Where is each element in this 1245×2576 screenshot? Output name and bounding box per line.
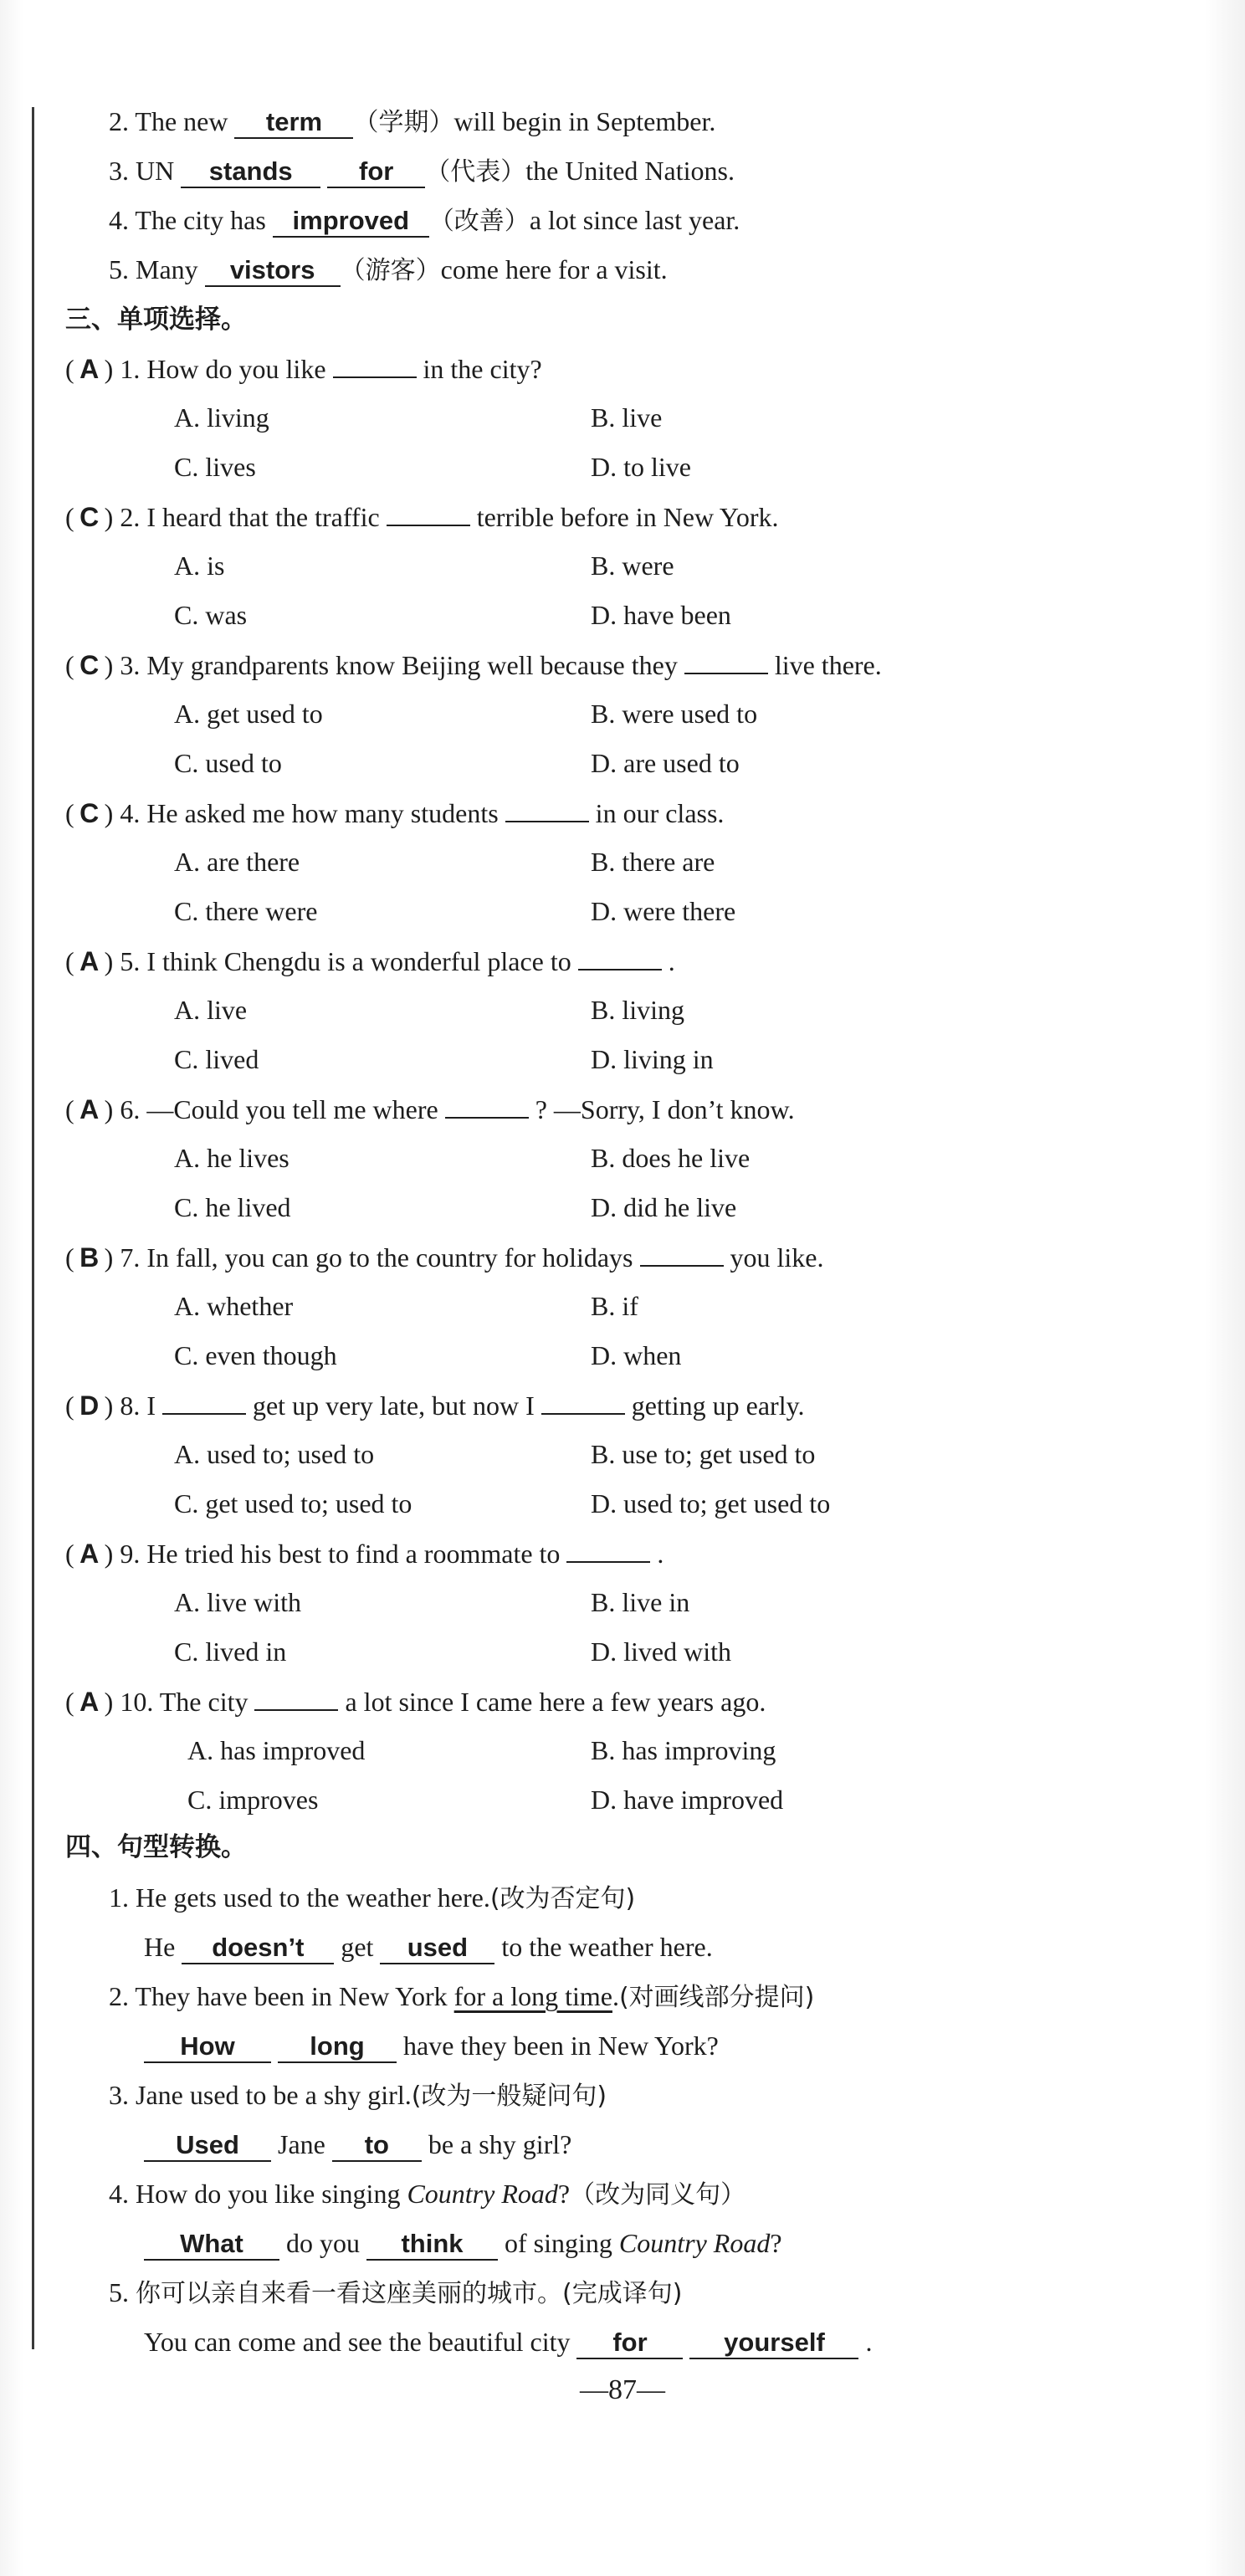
- mc-answer: C: [79, 798, 100, 828]
- mc-option-b: B. live in: [591, 1587, 690, 1617]
- mc-option-c: C. lived: [174, 1044, 259, 1074]
- transform-q1-answer: He doesn’t get used to the weather here.: [144, 1930, 713, 1964]
- section-title-multiple-choice: 三、单项选择。: [65, 305, 247, 335]
- vocab-item-4: 4. The city has improved （改善）a lot since last year.: [109, 205, 740, 236]
- mc-option-a: A. he lives: [174, 1143, 289, 1173]
- transform-q3: 3. Jane used to be a shy girl.(改为一般疑问句): [109, 2080, 607, 2111]
- mc-question-stem: ( A ) 1. How do you like in the city?: [65, 351, 542, 386]
- mc-option-d: D. to live: [591, 452, 691, 482]
- mc-option-d: D. have been: [591, 600, 731, 630]
- mc-option-c: C. used to: [174, 748, 282, 778]
- answer-blank: yourself: [689, 2328, 858, 2359]
- mc-option-a: A. live: [174, 995, 248, 1025]
- answer-blank: How: [144, 2031, 271, 2063]
- mc-question-stem: ( A ) 9. He tried his best to find a roommate to .: [65, 1536, 663, 1570]
- mc-option-c: C. there were: [174, 896, 318, 926]
- blank-line: [566, 1536, 650, 1563]
- blank-line: [684, 648, 768, 674]
- mc-option-b: B. if: [591, 1291, 638, 1321]
- mc-answer: A: [79, 354, 100, 384]
- mc-option-b: B. live: [591, 402, 663, 433]
- section-title-sentence-transform: 四、句型转换。: [65, 1832, 247, 1862]
- answer-blank: used: [380, 1933, 494, 1964]
- mc-option-c: C. improves: [187, 1785, 319, 1815]
- transform-q5: 5. 你可以亲自来看一看这座美丽的城市。(完成译句): [109, 2277, 683, 2308]
- mc-answer: A: [79, 1539, 100, 1569]
- mc-option-a: A. get used to: [174, 699, 323, 729]
- answer-blank: long: [278, 2031, 397, 2063]
- mc-option-b: B. use to; get used to: [591, 1439, 816, 1469]
- blank-line: [254, 1684, 338, 1711]
- blank-line: [445, 1092, 529, 1119]
- transform-q2: 2. They have been in New York for a long time.(对画线部分提问): [109, 1981, 815, 2012]
- transform-q5-answer: You can come and see the beautiful city for yourself .: [144, 2325, 872, 2359]
- vocab-item-2: 2. The new term （学期）will begin in September.: [109, 106, 716, 137]
- blank-line: [578, 944, 662, 970]
- mc-answer: A: [79, 1094, 100, 1124]
- mc-option-b: B. does he live: [591, 1143, 751, 1173]
- mc-option-a: A. has improved: [187, 1735, 366, 1765]
- answer-blank: for: [576, 2328, 683, 2359]
- mc-option-b: B. has improving: [591, 1735, 776, 1765]
- mc-option-d: D. when: [591, 1340, 682, 1370]
- answer-blank: vistors: [205, 255, 341, 287]
- mc-option-a: A. is: [174, 551, 225, 581]
- mc-answer: C: [79, 502, 100, 532]
- mc-answer: A: [79, 946, 100, 976]
- mc-answer: D: [79, 1390, 100, 1421]
- page-number: —87—: [580, 2374, 665, 2405]
- answer-blank: improved: [273, 206, 429, 238]
- vocab-item-3: 3. UN stands for （代表）the United Nations.: [109, 156, 735, 187]
- mc-answer: A: [79, 1687, 100, 1717]
- mc-option-d: D. were there: [591, 896, 736, 926]
- mc-option-b: B. there are: [591, 847, 715, 877]
- mc-question-stem: ( A ) 6. —Could you tell me where ? —Sorry, I don’t know.: [65, 1092, 795, 1126]
- answer-blank: to: [332, 2130, 422, 2162]
- mc-option-d: D. used to; get used to: [591, 1488, 831, 1518]
- mc-question-stem: ( D ) 8. I get up very late, but now I getting up early.: [65, 1388, 805, 1422]
- mc-option-c: C. even though: [174, 1340, 337, 1370]
- margin-rule: [32, 107, 34, 2349]
- mc-option-d: D. did he live: [591, 1192, 737, 1222]
- mc-option-a: A. are there: [174, 847, 300, 877]
- answer-blank: What: [144, 2229, 279, 2261]
- answer-blank: doesn’t: [182, 1933, 334, 1964]
- mc-answer: C: [79, 650, 100, 680]
- transform-q3-answer: Used Jane to be a shy girl?: [144, 2128, 571, 2162]
- transform-q2-answer: How long have they been in New York?: [144, 2029, 719, 2063]
- blank-line: [333, 351, 417, 378]
- mc-question-stem: ( C ) 4. He asked me how many students in our class.: [65, 796, 724, 830]
- mc-option-a: A. used to; used to: [174, 1439, 375, 1469]
- mc-option-d: D. living in: [591, 1044, 714, 1074]
- blank-line: [541, 1388, 625, 1415]
- mc-option-c: C. was: [174, 600, 248, 630]
- transform-q4: 4. How do you like singing Country Road?（改为同义句）: [109, 2179, 746, 2210]
- answer-blank: for: [327, 156, 425, 188]
- mc-option-b: B. living: [591, 995, 685, 1025]
- answer-blank: think: [366, 2229, 498, 2261]
- mc-option-c: C. he lived: [174, 1192, 291, 1222]
- answer-blank: Used: [144, 2130, 271, 2162]
- mc-option-b: B. were used to: [591, 699, 758, 729]
- mc-option-d: D. have improved: [591, 1785, 784, 1815]
- blank-line: [640, 1240, 724, 1267]
- mc-answer: B: [79, 1242, 100, 1273]
- mc-option-b: B. were: [591, 551, 674, 581]
- transform-q1: 1. He gets used to the weather here.(改为否定句): [109, 1882, 636, 1913]
- answer-blank: stands: [181, 156, 320, 188]
- mc-option-d: D. are used to: [591, 748, 740, 778]
- mc-question-stem: ( C ) 3. My grandparents know Beijing well because they live there.: [65, 648, 882, 682]
- mc-option-a: A. live with: [174, 1587, 301, 1617]
- mc-option-a: A. whether: [174, 1291, 294, 1321]
- mc-option-c: C. lived in: [174, 1636, 287, 1667]
- mc-option-c: C. get used to; used to: [174, 1488, 412, 1518]
- answer-blank: term: [234, 107, 353, 139]
- mc-option-a: A. living: [174, 402, 269, 433]
- mc-question-stem: ( A ) 5. I think Chengdu is a wonderful place to .: [65, 944, 675, 978]
- mc-option-c: C. lives: [174, 452, 256, 482]
- mc-question-stem: ( C ) 2. I heard that the traffic terrible before in New York.: [65, 499, 778, 534]
- vocab-item-5: 5. Many vistors （游客）come here for a visit.: [109, 254, 668, 285]
- blank-line: [387, 499, 470, 526]
- mc-question-stem: ( B ) 7. In fall, you can go to the country for holidays you like.: [65, 1240, 823, 1274]
- mc-question-stem: ( A ) 10. The city a lot since I came here a few years ago.: [65, 1684, 766, 1718]
- blank-line: [162, 1388, 246, 1415]
- mc-option-d: D. lived with: [591, 1636, 731, 1667]
- blank-line: [505, 796, 589, 822]
- transform-q4-answer: What do you think of singing Country Road?: [144, 2226, 782, 2261]
